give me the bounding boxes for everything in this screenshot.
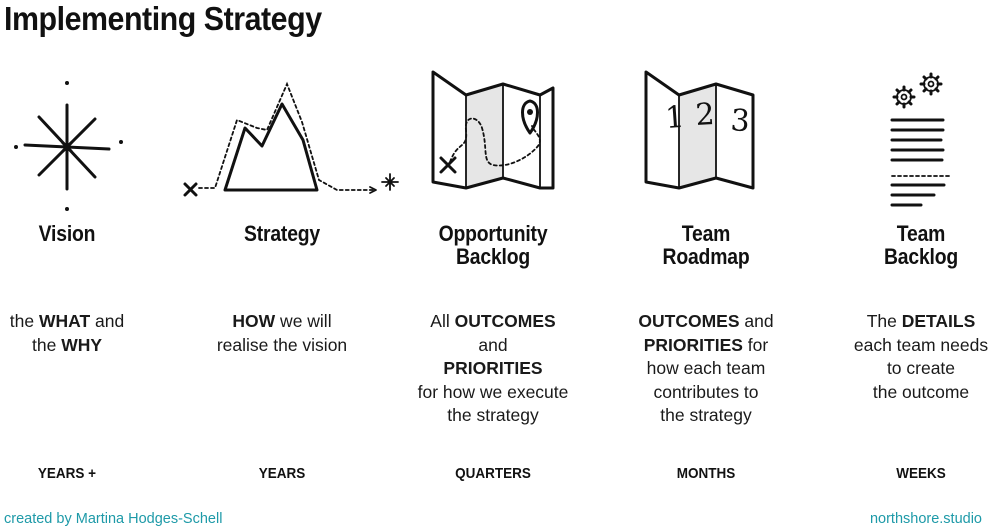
column-heading: Vision xyxy=(38,221,96,246)
description-text: the strategy xyxy=(660,405,752,425)
description-line xyxy=(596,334,816,358)
page-title: Implementing Strategy xyxy=(4,0,322,37)
column-description xyxy=(811,310,1000,404)
description-text: for how we execute xyxy=(417,381,569,402)
description-text: how each team xyxy=(646,358,766,378)
description-text: and xyxy=(739,311,774,331)
column-heading: Strategy xyxy=(243,221,321,246)
description-text: the xyxy=(31,334,62,355)
description-line xyxy=(383,357,603,381)
description-text: contributes to xyxy=(653,381,759,402)
description-text: All xyxy=(430,311,455,331)
emphasis-text: DETAILS xyxy=(901,311,976,331)
description-text: and xyxy=(90,311,125,331)
time-horizon-label: MONTHS xyxy=(676,465,736,482)
column-description xyxy=(0,310,177,357)
description-text: the xyxy=(9,311,39,331)
description-line xyxy=(172,334,392,358)
description-line xyxy=(0,334,177,358)
treasure-map-icon xyxy=(398,70,588,220)
description-text: the strategy xyxy=(447,405,539,425)
author-credit: created by Martina Hodges-Schell xyxy=(4,511,223,527)
description-line xyxy=(596,404,816,428)
column-heading: Opportunity Backlog xyxy=(438,221,548,269)
description-text: we will xyxy=(275,311,332,331)
studio-credit: northshore.studio xyxy=(869,511,982,527)
emphasis-text: HOW xyxy=(232,311,276,331)
time-horizon-label: WEEKS xyxy=(896,465,946,482)
description-line xyxy=(811,357,1000,381)
mountain-path-icon xyxy=(187,70,377,220)
roadmap-number: 2 xyxy=(694,97,716,133)
description-line xyxy=(596,310,816,334)
emphasis-text: PRIORITIES xyxy=(643,334,743,355)
emphasis-text: OUTCOMES xyxy=(638,311,740,331)
description-text: for xyxy=(742,334,769,355)
backlog-gears-icon xyxy=(826,70,1000,220)
column-description xyxy=(596,310,816,428)
emphasis-text: WHY xyxy=(61,334,103,355)
roadmap-icon xyxy=(611,70,801,220)
time-horizon-label: QUARTERS xyxy=(455,465,531,482)
description-line xyxy=(811,334,1000,358)
column-heading: Team Roadmap xyxy=(662,221,750,269)
emphasis-text: OUTCOMES xyxy=(454,311,556,331)
description-line xyxy=(383,310,603,334)
description-text: the outcome xyxy=(872,381,970,402)
time-horizon-label: YEARS + xyxy=(37,465,97,482)
column-description xyxy=(383,310,603,428)
description-line xyxy=(596,381,816,405)
description-line xyxy=(172,310,392,334)
description-line xyxy=(383,381,603,405)
description-text: to create xyxy=(886,358,956,378)
description-text: and xyxy=(478,334,508,355)
description-line xyxy=(0,310,177,334)
description-text: The xyxy=(866,311,902,331)
description-line xyxy=(811,310,1000,334)
time-horizon-label: YEARS xyxy=(258,465,306,482)
roadmap-number: 1 xyxy=(664,99,686,136)
description-line xyxy=(383,404,603,428)
emphasis-text: WHAT xyxy=(38,311,91,331)
column-description xyxy=(172,310,392,357)
description-text: each team needs xyxy=(853,334,989,355)
roadmap-number: 3 xyxy=(729,103,751,140)
compass-star-icon xyxy=(0,70,162,220)
column-heading: Team Backlog xyxy=(883,221,959,269)
description-line xyxy=(596,357,816,381)
description-line xyxy=(811,381,1000,405)
description-text: realise the vision xyxy=(216,334,348,355)
description-line xyxy=(383,334,603,358)
emphasis-text: PRIORITIES xyxy=(443,358,543,378)
